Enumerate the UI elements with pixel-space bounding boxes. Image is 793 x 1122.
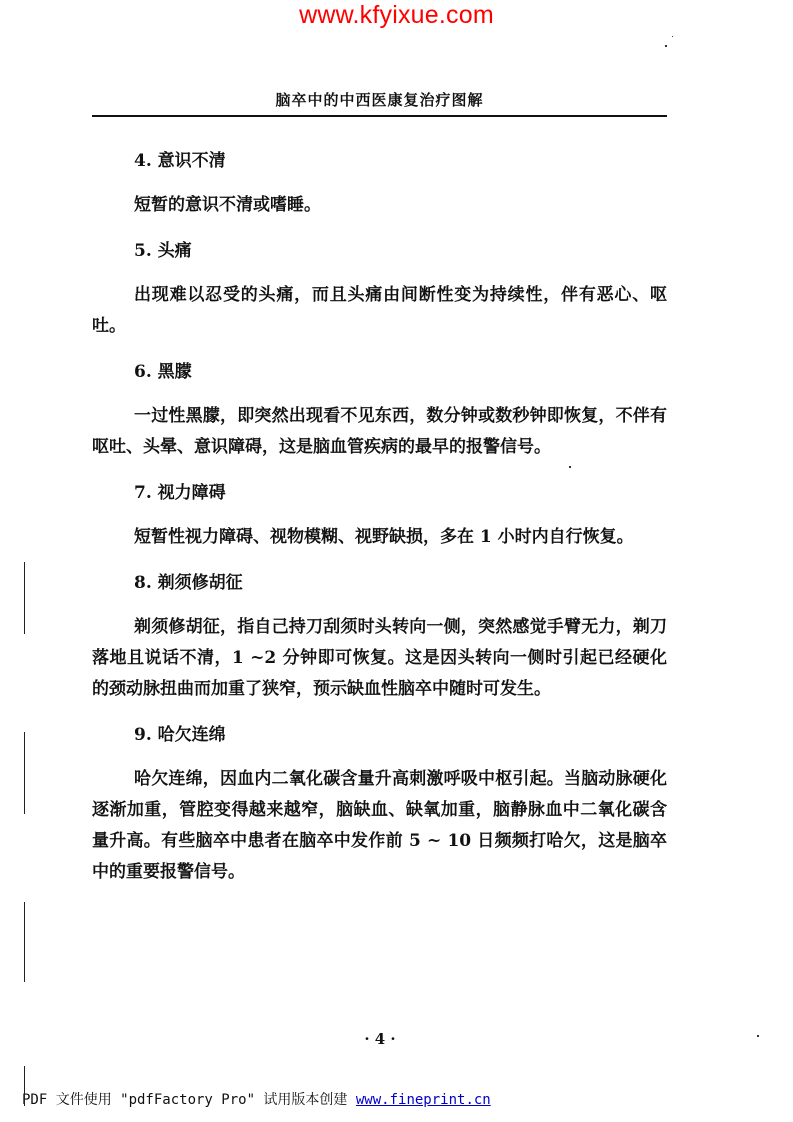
section-paragraph: 短暂的意识不清或嗜睡。 bbox=[134, 195, 321, 215]
section-paragraph: 剃须修胡征，指自己持刀刮须时头转向一侧，突然感觉手臂无力，剃刀落地且说话不清，1 ~2 分钟即可恢复。这是因头转向一侧时引起已经硬化的颈动脉扭曲而加重了狭窄，预示缺血性脑卒中随时可发生。 bbox=[92, 617, 667, 699]
scan-margin-mark bbox=[24, 562, 25, 634]
scan-speck bbox=[569, 466, 571, 468]
pdf-footer bbox=[22, 1090, 491, 1110]
section-title: 9. 哈欠连绵 bbox=[134, 725, 226, 745]
section-title: 5. 头痛 bbox=[134, 241, 192, 261]
footer-text: PDF 文件使用 "pdfFactory Pro" 试用版本创建 bbox=[22, 1092, 356, 1108]
section-shaving-sign bbox=[92, 568, 667, 705]
section-paragraph: 出现难以忍受的头痛，而且头痛由间断性变为持续性，伴有恶心、呕吐。 bbox=[92, 285, 667, 336]
scan-margin-mark bbox=[24, 902, 25, 982]
section-paragraph: 哈欠连绵，因血内二氧化碳含量升高刺激呼吸中枢引起。当脑动脉硬化逐渐加重，管腔变得越来越窄，脑缺血、缺氧加重，脑静脉血中二氧化碳含量升高。有些脑卒中患者在脑卒中发作前 5 ~ 10 日频频打哈欠，这是脑卒中的重要报警信号。 bbox=[92, 769, 667, 882]
scan-margin-mark bbox=[24, 1066, 25, 1106]
footer-link[interactable]: www.fineprint.cn bbox=[355, 1092, 491, 1108]
section-vision-impairment bbox=[92, 478, 667, 553]
section-paragraph: 一过性黑朦，即突然出现看不见东西，数分钟或数秒钟即恢复，不伴有呕吐、头晕、意识障碍，这是脑血管疾病的最早的报警信号。 bbox=[92, 406, 667, 457]
page-body bbox=[92, 146, 667, 903]
site-watermark-link[interactable]: www.kfyixue.com bbox=[299, 1, 494, 29]
running-header-title: 脑卒中的中西医康复治疗图解 bbox=[275, 91, 484, 109]
scan-speck bbox=[757, 1035, 759, 1037]
scan-speck bbox=[665, 45, 667, 47]
page-number: · 4 · bbox=[364, 1030, 396, 1048]
section-headache bbox=[92, 236, 667, 342]
section-yawning bbox=[92, 720, 667, 888]
section-title: 8. 剃须修胡征 bbox=[134, 573, 243, 593]
section-paragraph: 短暂性视力障碍、视物模糊、视野缺损，多在 1 小时内自行恢复。 bbox=[134, 527, 634, 547]
section-amaurosis bbox=[92, 357, 667, 463]
scan-margin-mark bbox=[24, 732, 25, 814]
section-consciousness bbox=[92, 146, 667, 221]
scan-speck bbox=[672, 36, 673, 37]
section-title: 4. 意识不清 bbox=[134, 151, 226, 171]
header-divider bbox=[92, 115, 667, 117]
section-title: 6. 黑朦 bbox=[134, 362, 192, 382]
section-title: 7. 视力障碍 bbox=[134, 483, 226, 503]
